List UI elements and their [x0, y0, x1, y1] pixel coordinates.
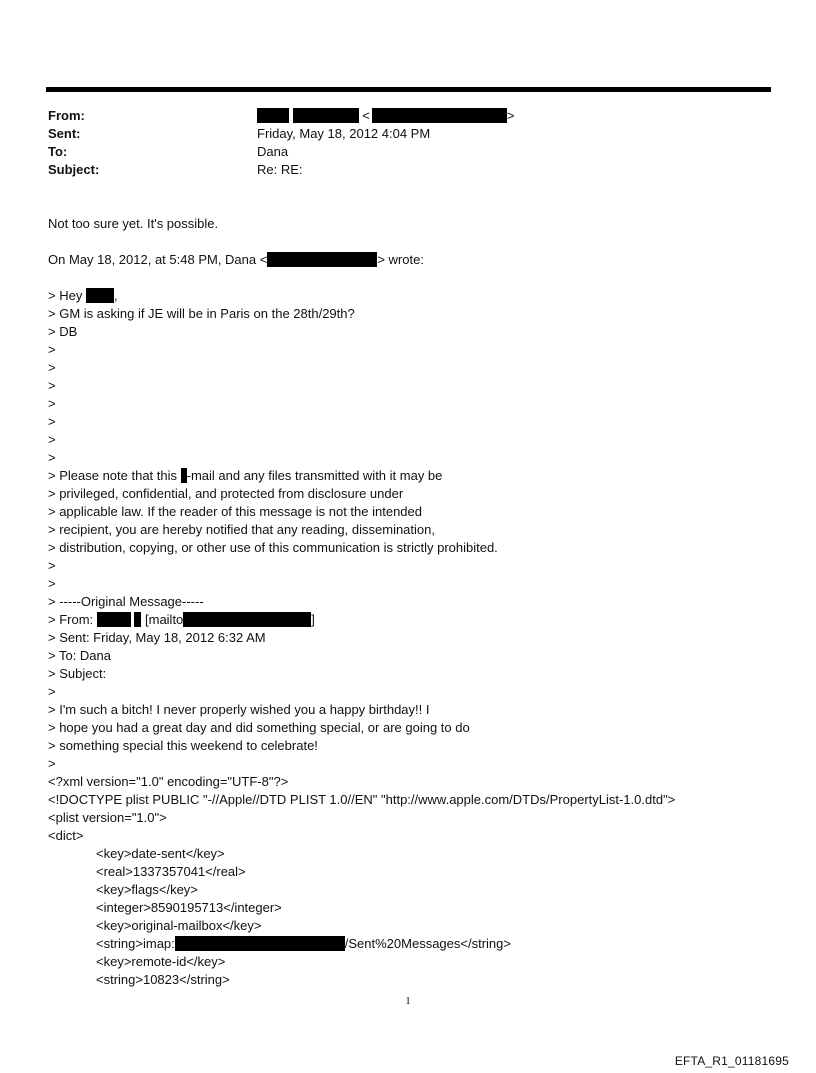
- plist-open: <plist version="1.0">: [48, 810, 167, 825]
- disclaimer-line: > applicable law. If the reader of this message is not the intended: [48, 504, 422, 519]
- plist-value-post: /Sent%20Messages</string>: [344, 936, 511, 951]
- quote-marker: >: [48, 360, 56, 375]
- to-value: Dana: [257, 144, 289, 159]
- plist-xml-decl: <?xml version="1.0" encoding="UTF-8"?>: [48, 774, 289, 789]
- quoted-line: > DB: [48, 324, 78, 339]
- quote-marker: >: [48, 414, 56, 429]
- reply-text: Not too sure yet. It's possible.: [48, 216, 219, 231]
- header-rule: [46, 87, 771, 92]
- quote-marker: >: [48, 576, 56, 591]
- plist-dict: <dict>: [48, 828, 84, 843]
- quoted-line: > GM is asking if JE will be in Paris on the 28th/29th?: [48, 306, 355, 321]
- redaction: [86, 288, 114, 303]
- hey-post: ,: [113, 288, 118, 303]
- orig-from-post: ]: [311, 612, 315, 627]
- redaction: [97, 612, 131, 627]
- orig-subject-line: > Subject:: [48, 666, 107, 681]
- quote-marker: >: [48, 558, 56, 573]
- plist-key: <key>original-mailbox</key>: [96, 918, 262, 933]
- hey-pre: > Hey: [48, 288, 86, 303]
- on-wrote-line: [48, 251, 424, 269]
- plist-key: <key>flags</key>: [96, 882, 198, 897]
- quote-marker: >: [48, 684, 56, 699]
- plist-value-pre: <string>imap:: [96, 936, 175, 951]
- to-label: To:: [48, 144, 68, 159]
- disclaimer-pre: > Please note that this: [48, 468, 181, 483]
- redaction: [372, 108, 507, 123]
- plist-key: <key>date-sent</key>: [96, 846, 225, 861]
- redaction: [293, 108, 359, 123]
- message-line: > hope you had a great day and did something special, or are going to do: [48, 720, 470, 735]
- disclaimer-line: > recipient, you are hereby notified that any reading, dissemination,: [48, 522, 435, 537]
- orig-sent-line: > Sent: Friday, May 18, 2012 6:32 AM: [48, 630, 266, 645]
- quote-marker: >: [48, 432, 56, 447]
- redaction: [257, 108, 289, 123]
- plist-value: <string>10823</string>: [96, 972, 230, 987]
- message-line: > I'm such a bitch! I never properly wished you a happy birthday!! I: [48, 702, 430, 717]
- orig-from-pre: > From:: [48, 612, 97, 627]
- redaction: [267, 252, 377, 267]
- orig-from-line: [48, 611, 315, 629]
- sent-label: Sent:: [48, 126, 81, 141]
- disclaimer-post: -mail and any files transmitted with it may be: [186, 468, 443, 483]
- disclaimer-line: > distribution, copying, or other use of this communication is strictly prohibited.: [48, 540, 498, 555]
- subject-label: Subject:: [48, 162, 100, 177]
- original-message-line: > -----Original Message-----: [48, 594, 204, 609]
- page-number: 1: [405, 995, 411, 1007]
- from-lt: <: [362, 108, 370, 123]
- redaction: [183, 612, 311, 627]
- plist-key: <key>remote-id</key>: [96, 954, 226, 969]
- plist-value: <real>1337357041</real>: [96, 864, 246, 879]
- on-wrote-pre: On May 18, 2012, at 5:48 PM, Dana <: [48, 252, 268, 267]
- on-wrote-post: > wrote:: [377, 252, 424, 267]
- quote-marker: >: [48, 396, 56, 411]
- sent-value: Friday, May 18, 2012 4:04 PM: [257, 126, 431, 141]
- message-line: > something special this weekend to celebrate!: [48, 738, 318, 753]
- quote-marker: >: [48, 378, 56, 393]
- from-label: From:: [48, 108, 85, 123]
- bates-number: EFTA_R1_01181695: [674, 1054, 789, 1068]
- disclaimer-line: [48, 467, 442, 485]
- plist-value: <integer>8590195713</integer>: [96, 900, 282, 915]
- orig-to-line: > To: Dana: [48, 648, 112, 663]
- from-gt: >: [506, 108, 515, 123]
- plist-doctype: <!DOCTYPE plist PUBLIC "-//Apple//DTD PLIST 1.0//EN" "http://www.apple.com/DTDs/PropertyList-1.0.dtd">: [48, 792, 676, 807]
- from-value: [257, 107, 514, 125]
- disclaimer-line: > privileged, confidential, and protected from disclosure under: [48, 486, 404, 501]
- quote-marker: >: [48, 756, 56, 771]
- quote-marker: >: [48, 342, 56, 357]
- orig-from-mailto: [mailto: [141, 612, 184, 627]
- subject-value: Re: RE:: [257, 162, 303, 177]
- quote-marker: >: [48, 450, 56, 465]
- plist-value: [96, 935, 511, 953]
- redaction: [175, 936, 345, 951]
- hey-line: [48, 287, 118, 305]
